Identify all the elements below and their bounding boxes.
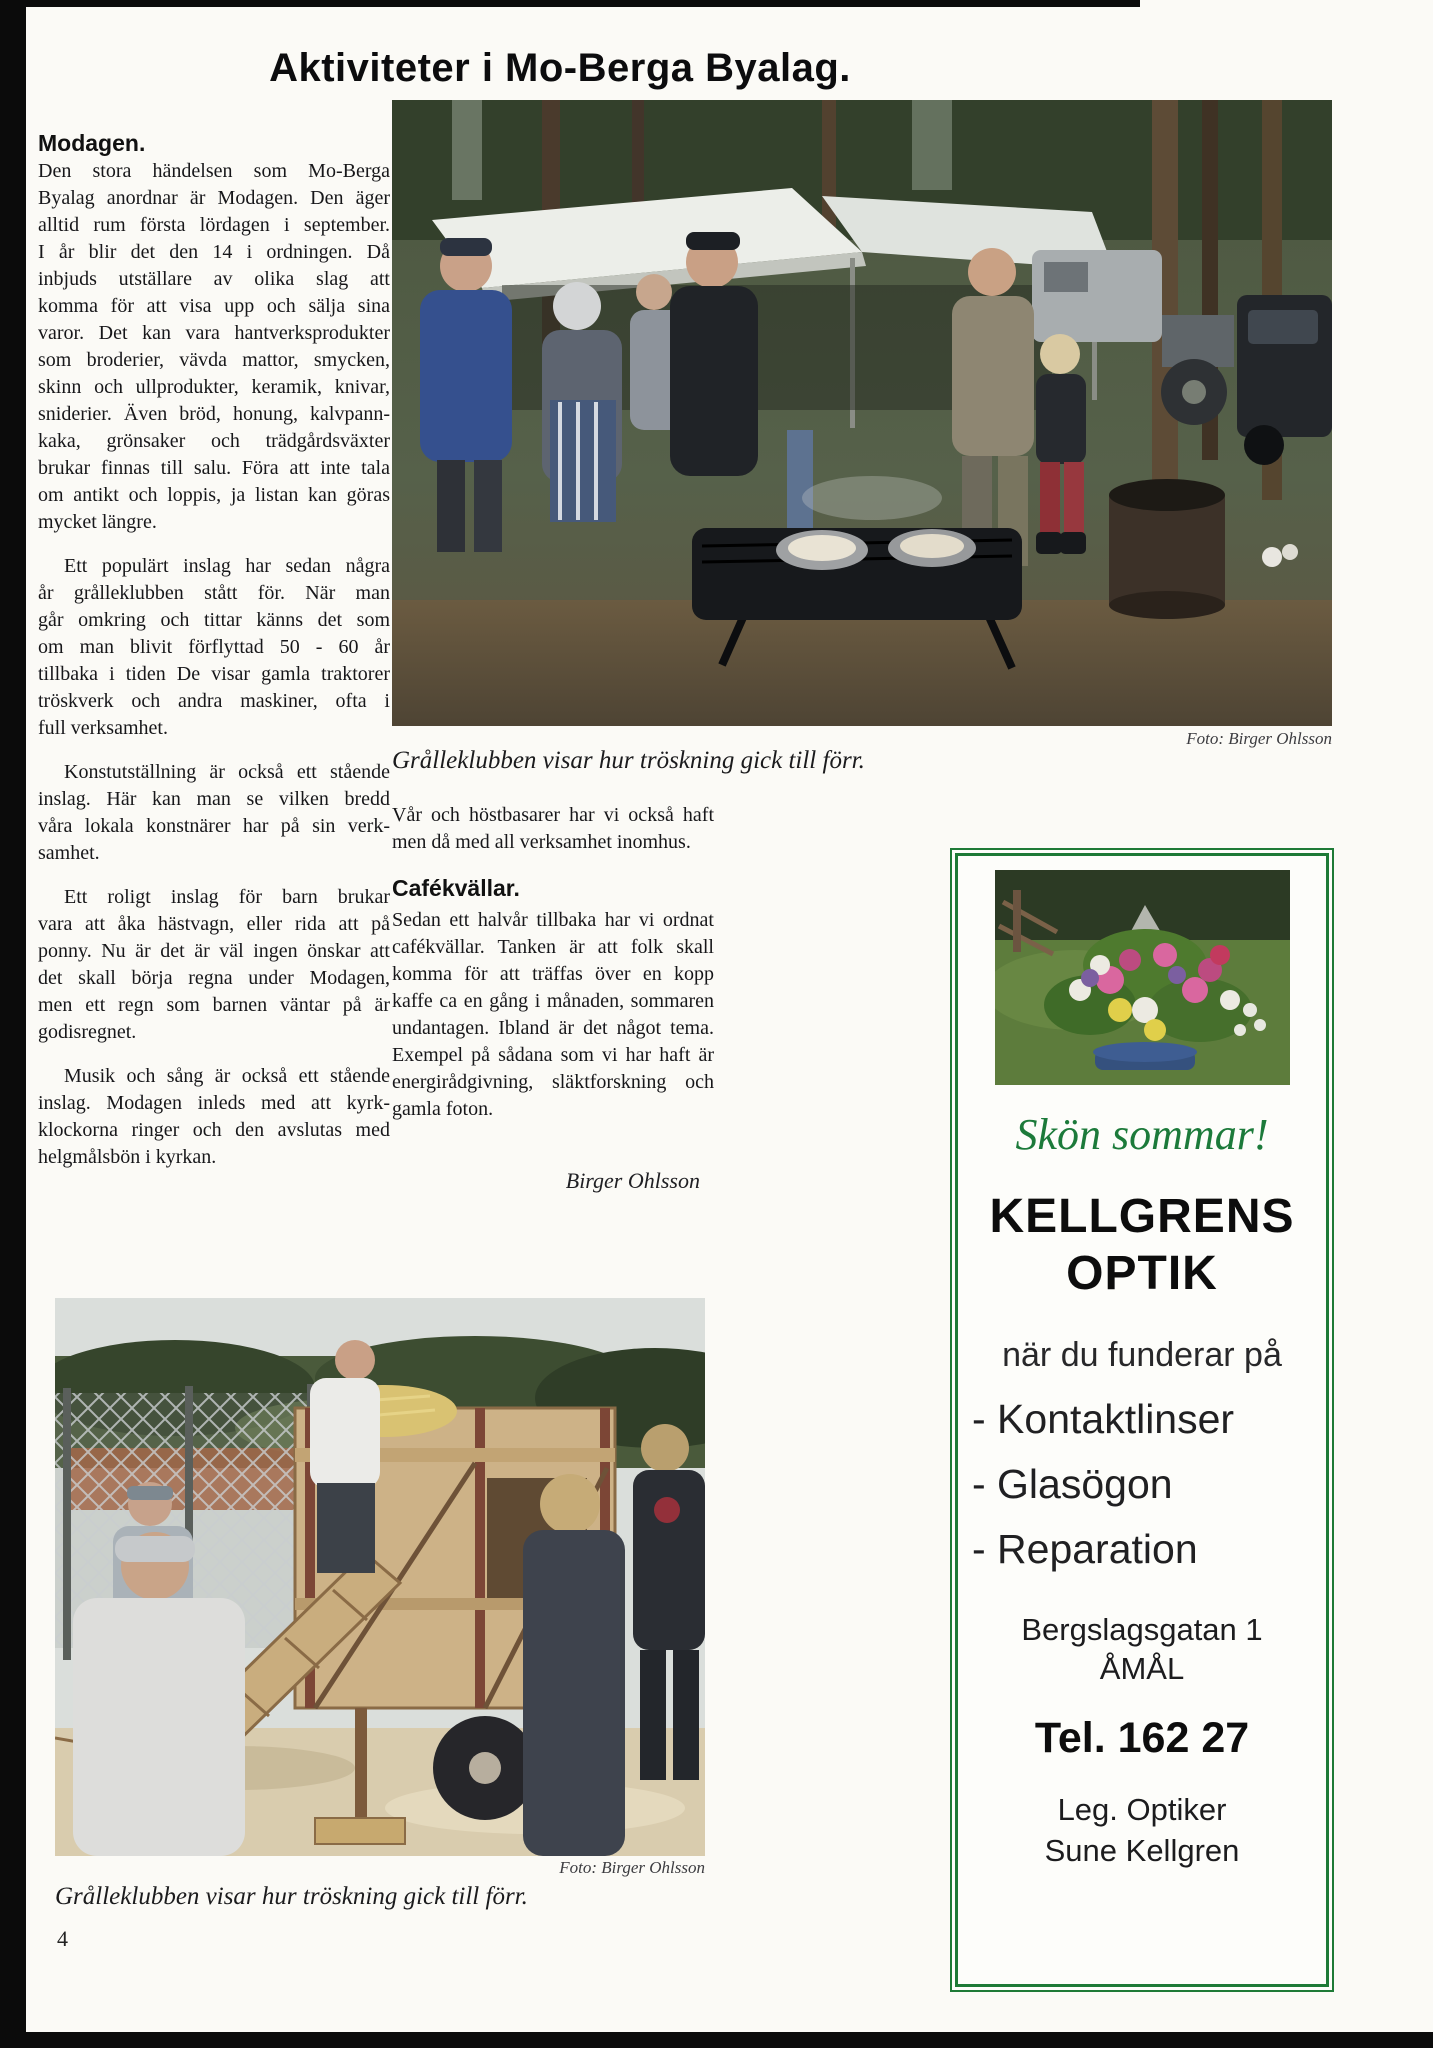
scan-edge-top	[0, 0, 1140, 7]
event-photo	[392, 100, 1332, 726]
paragraph-cafekvallar: Sedan ett halvår tillbaka har vi ordnat cafékvällar. Tanken är att folk skall komma för att träffas över en kopp kaffe ca en gång i månaden, sommaren undantagen. Ibland är det något tema. Exempel på sådana som vi har haft är energirådgivning, släktforskning och gamla foton.	[392, 909, 714, 1120]
ad-greeting: Skön sommar!	[1015, 1110, 1269, 1159]
ad-optician-name: Sune Kellgren	[1044, 1833, 1240, 1868]
ad-brand-line2: OPTIK	[1066, 1247, 1218, 1300]
photo-credit-top: Foto: Birger Ohlsson	[1186, 729, 1332, 748]
paragraph-basarer: Vår och höstbasarer har vi också haft men då med all verksamhet inomhus.	[392, 804, 714, 853]
author-signature: Birger Ohlsson	[565, 1168, 700, 1193]
ad-tagline: när du funderar på	[1002, 1336, 1282, 1374]
advertisement-inner-border	[955, 853, 1329, 1987]
heading-cafekvallar: Cafékvällar.	[392, 875, 520, 901]
ad-address-line1: Bergslagsgatan 1	[1021, 1612, 1263, 1647]
page-number: 4	[57, 1926, 68, 1951]
paragraph-konstutstallning: Konstutställning är också ett stående inslag. Här kan man se vilken bredd våra lokala konstnärer har på sin verk- samhet.	[38, 761, 390, 864]
ad-optician	[958, 1789, 1326, 1871]
flower-photo-art	[995, 870, 1290, 1085]
ad-brand-name	[958, 1188, 1326, 1302]
ad-service-item: - Reparation	[972, 1526, 1198, 1572]
photo-caption-top: Grålleklubben visar hur tröskning gick till förr.	[392, 747, 865, 774]
paragraph-musik: Musik och sång är också ett stående inslag. Modagen inleds med att kyrk- klockorna ringer och den avslutas med helgmålsbön i kyrkan.	[38, 1065, 390, 1168]
flower-photo	[995, 870, 1290, 1085]
ad-address	[958, 1610, 1326, 1688]
photo-credit-bottom: Foto: Birger Ohlsson	[559, 1858, 705, 1877]
ad-service-list	[958, 1387, 1326, 1582]
ad-phone: Tel. 162 27	[1034, 1714, 1250, 1762]
advertisement-kellgrens-optik	[950, 848, 1334, 1992]
ad-service-item: - Kontaktlinser	[972, 1396, 1235, 1442]
paragraph-modagen: Den stora händelsen som Mo-Berga Byalag anordnar är Modagen. Den äger alltid rum första lördagen i september. I år blir det den 14 i ordningen. Då inbjuds utställare av olika slag att komma för att visa upp och sälja sina varor. Det kan vara hantverksprodukter som broderier, vävda mattor, smycken, skinn och ullprodukter, keramik, knivar, sniderier. Även bröd, honung, kalvpann- kaka, grönsaker och trädgårdsväxter brukar finnas till salu. Föra att inte tala om antikt och loppis, ja listan kan göras mycket längre.	[38, 160, 390, 533]
page-title: Aktiviteter i Mo-Berga Byalag.	[269, 46, 851, 90]
paragraph-barn: Ett roligt inslag för barn brukar vara att åka hästvagn, eller rida att på ponny. Nu är det är väl ingen önskar att det skall börja regna under Modagen, men ett regn som barnen väntar på är godisregnet.	[38, 886, 390, 1043]
ad-brand-line1: KELLGRENS	[989, 1190, 1295, 1243]
heading-modagen: Modagen.	[38, 130, 146, 156]
threshing-photo	[55, 1298, 705, 1856]
photo-caption-bottom: Grålleklubben visar hur tröskning gick till förr.	[55, 1883, 528, 1910]
threshing-photo-art	[55, 1298, 705, 1856]
left-column	[38, 128, 390, 1188]
event-photo-art	[392, 100, 1332, 726]
paragraph-gralleklubben: Ett populärt inslag har sedan några år grålleklubben stått för. När man går omkring och tittar känns det som om man blivit förflyttad 50 - 60 år tillbaka i tiden De visar gamla traktorer tröskverk och andra maskiner, ofta i full verksamhet.	[38, 555, 390, 739]
scan-edge-left	[0, 0, 26, 2048]
scan-edge-bottom	[0, 2032, 1433, 2048]
ad-address-line2: ÅMÅL	[1099, 1651, 1185, 1686]
ad-service-item: - Glasögon	[972, 1461, 1173, 1507]
ad-optician-title: Leg. Optiker	[1057, 1792, 1227, 1827]
middle-column	[392, 802, 714, 1194]
